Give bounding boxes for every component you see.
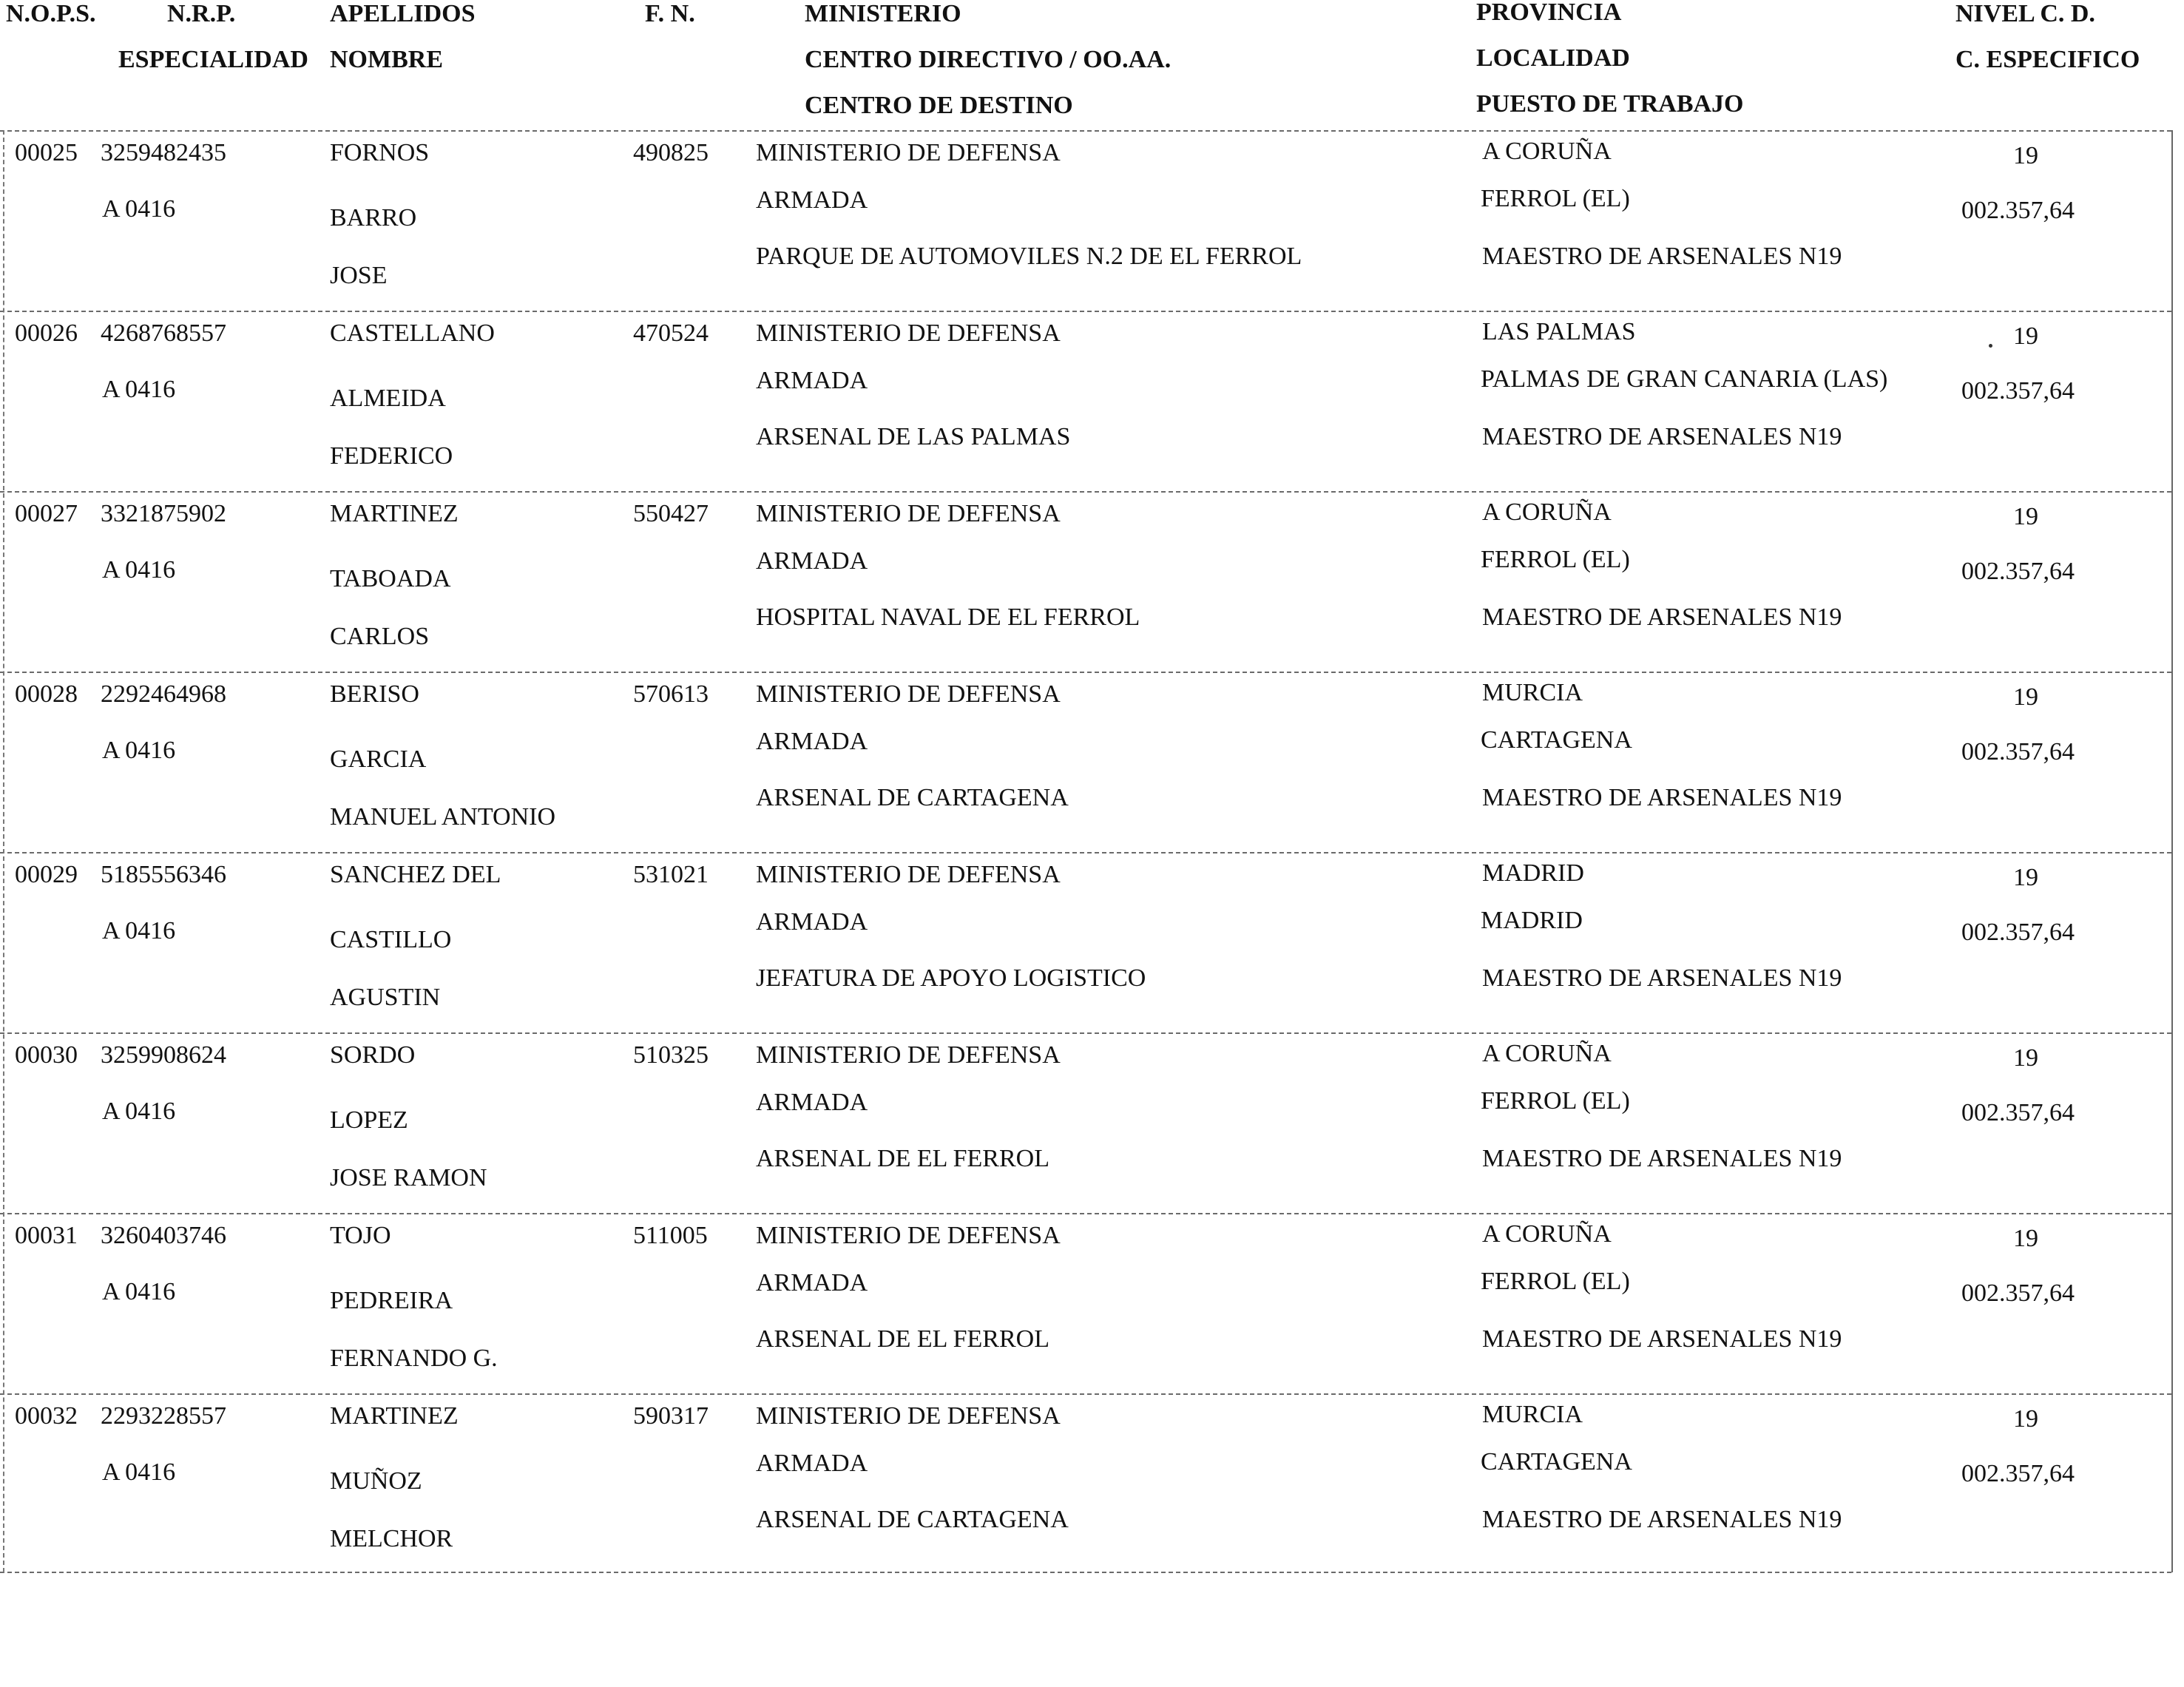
table-row bbox=[0, 311, 2184, 491]
record-nivel: 19 bbox=[2013, 1405, 2038, 1433]
record-especialidad: A 0416 bbox=[102, 1098, 176, 1125]
record-apellido2: CASTILLO bbox=[330, 926, 452, 953]
record-nops: 00030 bbox=[15, 1041, 78, 1069]
record-puesto: MAESTRO DE ARSENALES N19 bbox=[1482, 784, 1842, 811]
record-puesto: MAESTRO DE ARSENALES N19 bbox=[1482, 1145, 1842, 1172]
record-provincia: LAS PALMAS bbox=[1482, 318, 1636, 345]
table-row bbox=[0, 1032, 2184, 1213]
record-centro-destino: HOSPITAL NAVAL DE EL FERROL bbox=[756, 604, 1140, 631]
row-separator bbox=[0, 130, 2171, 132]
record-nombre: FEDERICO bbox=[330, 442, 453, 470]
record-nombre: CARLOS bbox=[330, 623, 430, 650]
record-apellido1: CASTELLANO bbox=[330, 320, 495, 347]
table-row bbox=[0, 1213, 2184, 1393]
table-row bbox=[0, 672, 2184, 852]
table-row bbox=[0, 491, 2184, 672]
record-nops: 00025 bbox=[15, 139, 78, 166]
record-apellido1: MARTINEZ bbox=[330, 1402, 459, 1430]
record-puesto: MAESTRO DE ARSENALES N19 bbox=[1482, 243, 1842, 270]
header-centro-directivo: CENTRO DIRECTIVO / OO.AA. bbox=[805, 46, 1172, 73]
row-separator bbox=[0, 311, 2171, 312]
record-puesto: MAESTRO DE ARSENALES N19 bbox=[1482, 964, 1842, 992]
record-centro-destino: ARSENAL DE EL FERROL bbox=[756, 1145, 1049, 1172]
record-centro-directivo: ARMADA bbox=[756, 367, 868, 394]
record-nivel: 19 bbox=[2013, 322, 2038, 350]
table-row bbox=[0, 130, 2184, 311]
record-apellido1: SORDO bbox=[330, 1041, 416, 1069]
record-nrp: 5185556346 bbox=[101, 861, 226, 888]
header-fn: F. N. bbox=[645, 0, 695, 27]
record-fn: 570613 bbox=[633, 680, 709, 708]
record-especialidad: A 0416 bbox=[102, 556, 176, 584]
record-ministerio: MINISTERIO DE DEFENSA bbox=[756, 1402, 1061, 1430]
record-fn: 510325 bbox=[633, 1041, 709, 1069]
record-localidad: FERROL (EL) bbox=[1481, 546, 1630, 573]
print-speck bbox=[1989, 344, 1992, 348]
record-especifico: 002.357,64 bbox=[1961, 1279, 2075, 1307]
record-ministerio: MINISTERIO DE DEFENSA bbox=[756, 500, 1061, 527]
record-fn: 590317 bbox=[633, 1402, 709, 1430]
record-ministerio: MINISTERIO DE DEFENSA bbox=[756, 680, 1061, 708]
record-nops: 00032 bbox=[15, 1402, 78, 1430]
record-centro-destino: ARSENAL DE LAS PALMAS bbox=[756, 423, 1071, 450]
record-nrp: 3259908624 bbox=[101, 1041, 226, 1069]
row-separator bbox=[0, 852, 2171, 853]
record-nops: 00029 bbox=[15, 861, 78, 888]
record-nivel: 19 bbox=[2013, 1044, 2038, 1072]
record-nivel: 19 bbox=[2013, 864, 2038, 891]
record-localidad: FERROL (EL) bbox=[1481, 1268, 1630, 1295]
record-provincia: A CORUÑA bbox=[1482, 1040, 1612, 1067]
record-apellido1: TOJO bbox=[330, 1222, 391, 1249]
record-nombre: MANUEL ANTONIO bbox=[330, 803, 556, 831]
record-nrp: 2292464968 bbox=[101, 680, 226, 708]
header-puesto: PUESTO DE TRABAJO bbox=[1476, 90, 1744, 118]
table-row bbox=[0, 852, 2184, 1032]
record-nrp: 2293228557 bbox=[101, 1402, 226, 1430]
record-especifico: 002.357,64 bbox=[1961, 197, 2075, 224]
record-apellido1: BERISO bbox=[330, 680, 419, 708]
record-localidad: FERROL (EL) bbox=[1481, 185, 1630, 212]
record-centro-destino: ARSENAL DE CARTAGENA bbox=[756, 784, 1069, 811]
record-centro-directivo: ARMADA bbox=[756, 1089, 868, 1116]
record-provincia: A CORUÑA bbox=[1482, 138, 1612, 165]
record-ministerio: MINISTERIO DE DEFENSA bbox=[756, 139, 1061, 166]
record-centro-destino: PARQUE DE AUTOMOVILES N.2 DE EL FERROL bbox=[756, 243, 1302, 270]
record-ministerio: MINISTERIO DE DEFENSA bbox=[756, 861, 1061, 888]
table-row bbox=[0, 1393, 2184, 1574]
record-centro-destino: ARSENAL DE CARTAGENA bbox=[756, 1506, 1069, 1533]
record-localidad: CARTAGENA bbox=[1481, 1448, 1632, 1475]
record-nivel: 19 bbox=[2013, 503, 2038, 530]
record-especifico: 002.357,64 bbox=[1961, 377, 2075, 405]
record-especifico: 002.357,64 bbox=[1961, 738, 2075, 765]
record-apellido1: FORNOS bbox=[330, 139, 430, 166]
record-especialidad: A 0416 bbox=[102, 195, 176, 223]
row-separator bbox=[0, 1393, 2171, 1395]
record-fn: 511005 bbox=[633, 1222, 708, 1249]
record-nrp: 3259482435 bbox=[101, 139, 226, 166]
record-puesto: MAESTRO DE ARSENALES N19 bbox=[1482, 1325, 1842, 1353]
record-nombre: JOSE bbox=[330, 262, 388, 289]
record-apellido2: LOPEZ bbox=[330, 1106, 408, 1134]
record-centro-directivo: ARMADA bbox=[756, 1450, 868, 1477]
record-centro-destino: ARSENAL DE EL FERROL bbox=[756, 1325, 1049, 1353]
record-nivel: 19 bbox=[2013, 142, 2038, 169]
record-provincia: A CORUÑA bbox=[1482, 498, 1612, 526]
record-nivel: 19 bbox=[2013, 1225, 2038, 1252]
record-nombre: AGUSTIN bbox=[330, 984, 441, 1011]
record-localidad: PALMAS DE GRAN CANARIA (LAS) bbox=[1481, 365, 1888, 393]
record-especifico: 002.357,64 bbox=[1961, 1460, 2075, 1487]
record-centro-destino: JEFATURA DE APOYO LOGISTICO bbox=[756, 964, 1146, 992]
record-apellido1: MARTINEZ bbox=[330, 500, 459, 527]
record-centro-directivo: ARMADA bbox=[756, 908, 868, 936]
record-ministerio: MINISTERIO DE DEFENSA bbox=[756, 1041, 1061, 1069]
record-nrp: 4268768557 bbox=[101, 320, 226, 347]
record-especialidad: A 0416 bbox=[102, 737, 176, 764]
record-puesto: MAESTRO DE ARSENALES N19 bbox=[1482, 604, 1842, 631]
header-nivel: NIVEL C. D. bbox=[1955, 0, 2095, 27]
header-apellidos: APELLIDOS bbox=[330, 0, 476, 27]
row-separator bbox=[0, 672, 2171, 673]
record-apellido2: ALMEIDA bbox=[330, 385, 446, 412]
record-provincia: MURCIA bbox=[1482, 679, 1583, 706]
record-apellido2: TABOADA bbox=[330, 565, 451, 592]
record-apellido2: GARCIA bbox=[330, 746, 427, 773]
header-nombre: NOMBRE bbox=[330, 46, 443, 73]
record-localidad: FERROL (EL) bbox=[1481, 1087, 1630, 1115]
record-provincia: A CORUÑA bbox=[1482, 1220, 1612, 1248]
record-nrp: 3321875902 bbox=[101, 500, 226, 527]
record-especifico: 002.357,64 bbox=[1961, 558, 2075, 585]
table-right-border bbox=[2171, 130, 2173, 1572]
record-nombre: MELCHOR bbox=[330, 1525, 453, 1552]
record-apellido2: BARRO bbox=[330, 204, 417, 231]
header-ministerio: MINISTERIO bbox=[805, 0, 961, 27]
record-especialidad: A 0416 bbox=[102, 1278, 176, 1305]
record-ministerio: MINISTERIO DE DEFENSA bbox=[756, 320, 1061, 347]
record-fn: 550427 bbox=[633, 500, 709, 527]
record-centro-directivo: ARMADA bbox=[756, 547, 868, 575]
header-especialidad: ESPECIALIDAD bbox=[118, 46, 308, 73]
header-localidad: LOCALIDAD bbox=[1476, 44, 1630, 72]
table-left-border bbox=[3, 130, 4, 1572]
table-bottom-rule bbox=[0, 1572, 2171, 1573]
record-puesto: MAESTRO DE ARSENALES N19 bbox=[1482, 1506, 1842, 1533]
record-nops: 00026 bbox=[15, 320, 78, 347]
record-puesto: MAESTRO DE ARSENALES N19 bbox=[1482, 423, 1842, 450]
record-especialidad: A 0416 bbox=[102, 917, 176, 944]
record-localidad: MADRID bbox=[1481, 907, 1583, 934]
record-centro-directivo: ARMADA bbox=[756, 1269, 868, 1296]
record-fn: 470524 bbox=[633, 320, 709, 347]
record-nops: 00031 bbox=[15, 1222, 78, 1249]
record-fn: 531021 bbox=[633, 861, 709, 888]
record-ministerio: MINISTERIO DE DEFENSA bbox=[756, 1222, 1061, 1249]
header-centro-destino: CENTRO DE DESTINO bbox=[805, 92, 1073, 119]
header-nops: N.O.P.S. bbox=[6, 0, 96, 27]
record-centro-directivo: ARMADA bbox=[756, 728, 868, 755]
row-separator bbox=[0, 491, 2171, 493]
record-fn: 490825 bbox=[633, 139, 709, 166]
record-especifico: 002.357,64 bbox=[1961, 1099, 2075, 1126]
header-nrp: N.R.P. bbox=[167, 0, 236, 27]
record-nombre: FERNANDO G. bbox=[330, 1345, 498, 1372]
row-separator bbox=[0, 1032, 2171, 1034]
record-localidad: CARTAGENA bbox=[1481, 726, 1632, 754]
record-nombre: JOSE RAMON bbox=[330, 1164, 487, 1191]
record-nrp: 3260403746 bbox=[101, 1222, 226, 1249]
record-apellido1: SANCHEZ DEL bbox=[330, 861, 501, 888]
record-apellido2: MUÑOZ bbox=[330, 1467, 422, 1495]
record-nops: 00028 bbox=[15, 680, 78, 708]
record-especialidad: A 0416 bbox=[102, 1458, 176, 1486]
record-especifico: 002.357,64 bbox=[1961, 919, 2075, 946]
record-nops: 00027 bbox=[15, 500, 78, 527]
header-provincia: PROVINCIA bbox=[1476, 0, 1622, 26]
record-apellido2: PEDREIRA bbox=[330, 1287, 453, 1314]
header-especifico: C. ESPECIFICO bbox=[1955, 46, 2140, 73]
record-especialidad: A 0416 bbox=[102, 376, 176, 403]
record-nivel: 19 bbox=[2013, 683, 2038, 711]
record-centro-directivo: ARMADA bbox=[756, 186, 868, 214]
row-separator bbox=[0, 1213, 2171, 1214]
record-provincia: MADRID bbox=[1482, 859, 1584, 887]
record-provincia: MURCIA bbox=[1482, 1401, 1583, 1428]
